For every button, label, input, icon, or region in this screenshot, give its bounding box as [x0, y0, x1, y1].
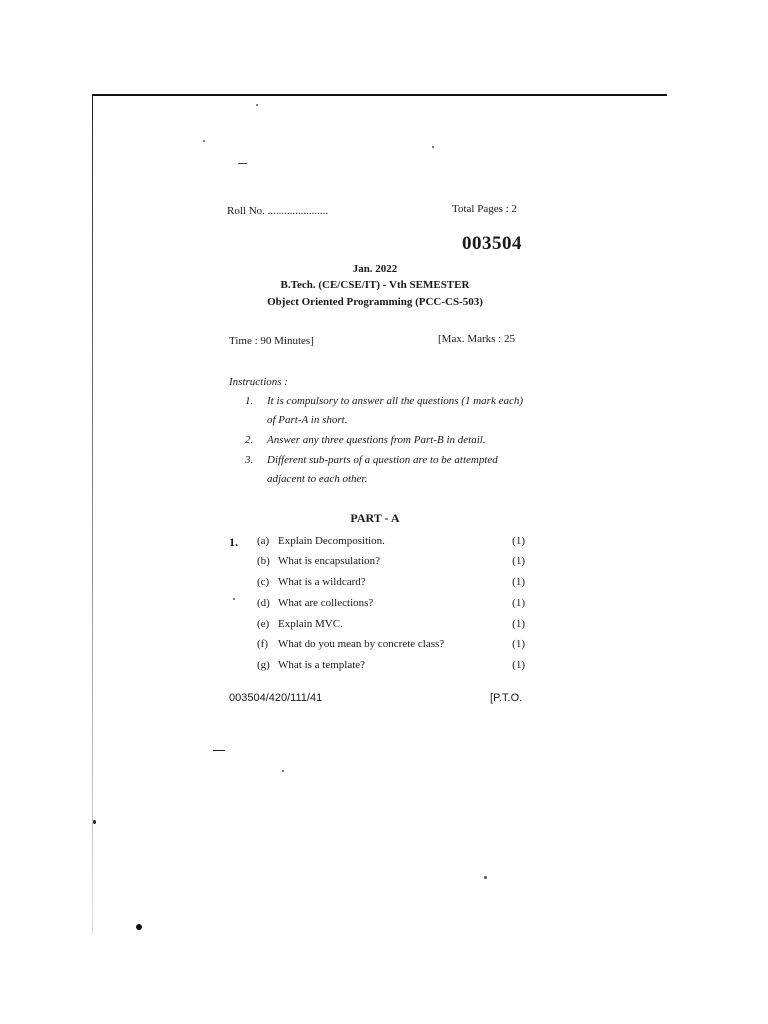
question-row — [257, 618, 525, 636]
instruction-number: 1. — [245, 395, 254, 407]
question-marks: (1) — [512, 576, 525, 588]
question-row — [257, 576, 525, 594]
part-a-heading: PART - A — [350, 511, 400, 525]
scan-speck — [282, 770, 284, 772]
scan-speck — [136, 924, 142, 930]
question-text: What is a template? — [278, 659, 366, 671]
question-row — [257, 597, 525, 615]
instruction-text: It is compulsory to answer all the questions (1 mark each) of Part-A in short. — [267, 395, 524, 426]
total-pages: Total Pages : 2 — [452, 203, 517, 215]
scan-mark — [213, 750, 225, 751]
question-marks: (1) — [512, 638, 525, 650]
question-text: What is encapsulation? — [278, 555, 381, 567]
question-marks: (1) — [512, 555, 525, 567]
scan-border-left — [92, 94, 93, 934]
question-row — [257, 638, 525, 656]
question-text: What is a wildcard? — [278, 576, 366, 588]
scan-speck — [432, 146, 434, 148]
instruction-number: 3. — [245, 454, 254, 466]
question-text: Explain MVC. — [278, 618, 343, 630]
roll-number-field: Roll No. ...................... — [227, 205, 329, 217]
exam-time: Time : 90 Minutes] — [229, 335, 314, 347]
footer-paper-code: 003504/420/111/41 — [229, 692, 323, 704]
question-letter: (d) — [257, 597, 270, 609]
paper-code: 003504 — [462, 233, 522, 254]
exam-date: Jan. 2022 — [352, 263, 398, 275]
question-letter: (a) — [257, 535, 270, 547]
question-marks: (1) — [512, 659, 525, 671]
question-number: 1. — [229, 535, 238, 549]
scan-border-top — [92, 94, 667, 96]
question-text: Explain Decomposition. — [278, 535, 385, 547]
question-marks: (1) — [512, 597, 525, 609]
scan-speck — [233, 598, 235, 600]
scan-mark — [238, 163, 247, 164]
question-letter: (f) — [257, 638, 268, 650]
subject-title: Object Oriented Programming (PCC-CS-503) — [267, 296, 483, 308]
scan-speck — [484, 876, 487, 879]
question-marks: (1) — [512, 618, 525, 630]
instruction-number: 2. — [245, 434, 254, 446]
scan-speck — [93, 820, 96, 824]
question-row — [257, 659, 525, 677]
instruction-text: Answer any three questions from Part-B in detail. — [267, 434, 486, 446]
scan-speck — [256, 104, 258, 106]
pto-label: [P.T.O. — [490, 692, 523, 704]
question-letter: (g) — [257, 659, 270, 671]
instructions-heading: Instructions : — [229, 376, 288, 388]
instruction-text: Different sub-parts of a question are to be attempted adjacent to each other. — [267, 454, 498, 485]
question-row — [257, 555, 525, 573]
question-marks: (1) — [512, 535, 525, 547]
question-row — [257, 535, 525, 553]
question-letter: (e) — [257, 618, 270, 630]
question-text: What do you mean by concrete class? — [278, 638, 445, 650]
scan-speck — [203, 140, 205, 142]
question-text: What are collections? — [278, 597, 374, 609]
max-marks: [Max. Marks : 25 — [438, 333, 515, 345]
question-letter: (b) — [257, 555, 270, 567]
question-letter: (c) — [257, 576, 270, 588]
course-title: B.Tech. (CE/CSE/IT) - Vth SEMESTER — [280, 279, 470, 291]
